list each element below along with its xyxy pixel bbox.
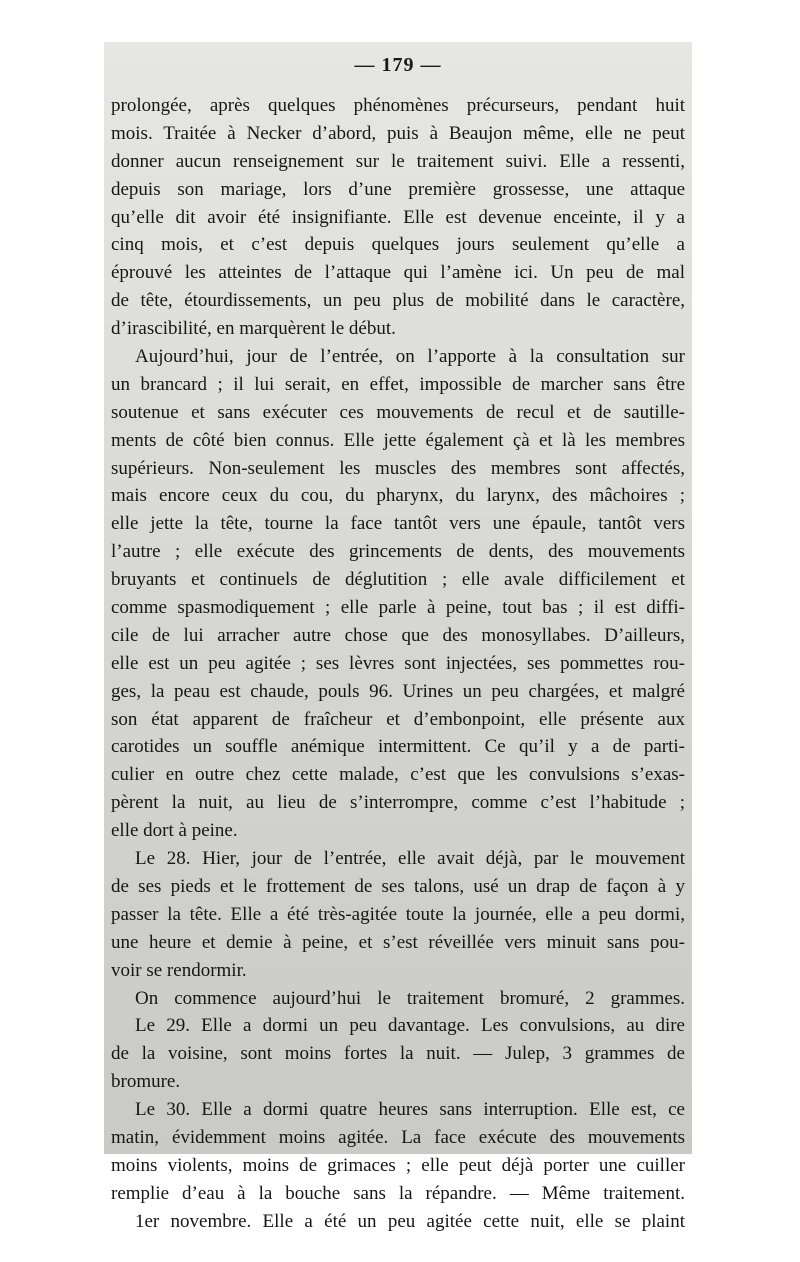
text-line: son état apparent de fraîcheur et d’embonpoint, elle présente aux	[111, 708, 685, 730]
text-line: donner aucun renseignement sur le traitement suivi. Elle a ressenti,	[111, 150, 685, 172]
text-line: depuis son mariage, lors d’une première grossesse, une attaque	[111, 178, 685, 200]
text-line: culier en outre chez cette malade, c’est que les convulsions s’exas-	[111, 764, 685, 786]
text-line: prolongée, après quelques phénomènes précurseurs, pendant huit	[111, 95, 685, 116]
text-line: voir se rendormir.	[111, 959, 247, 981]
text-line: bromure.	[111, 1071, 181, 1093]
text-line: On commence aujourd’hui le traitement bromuré, 2 grammes.	[135, 987, 685, 1009]
text-line: d’irascibilité, en marquèrent le début.	[111, 318, 396, 340]
text-line: matin, évidemment moins agitée. La face exécute des mouvements	[111, 1126, 685, 1148]
text-line: Le 30. Elle a dormi quatre heures sans interruption. Elle est, ce	[135, 1099, 685, 1121]
page-number: — 179 —	[354, 54, 442, 76]
text-line: de la voisine, sont moins fortes la nuit. — Julep, 3 grammes de	[111, 1043, 685, 1065]
text-line: Aujourd’hui, jour de l’entrée, on l’apporte à la consultation sur	[135, 346, 685, 368]
text-line: un brancard ; il lui serait, en effet, impossible de marcher sans être	[111, 373, 685, 395]
text-line: cile de lui arracher autre chose que des monosyllabes. D’ailleurs,	[111, 624, 685, 646]
text-line: Le 29. Elle a dormi un peu davantage. Les convulsions, au dire	[135, 1015, 685, 1037]
text-line: bruyants et continuels de déglutition ; elle avale difficilement et	[111, 569, 685, 591]
text-line: de ses pieds et le frottement de ses talons, usé un drap de façon à y	[111, 875, 685, 897]
text-line: moins violents, moins de grimaces ; elle peut déjà porter une cuiller	[111, 1154, 685, 1176]
text-line: mais encore ceux du cou, du pharynx, du larynx, des mâchoires ;	[111, 485, 685, 507]
body-text	[111, 92, 685, 1236]
text-line: elle est un peu agitée ; ses lèvres sont injectées, ses pommettes rou-	[111, 652, 685, 674]
text-line: Le 28. Hier, jour de l’entrée, elle avait déjà, par le mouvement	[135, 848, 685, 870]
text-line: qu’elle dit avoir été insignifiante. Elle est devenue enceinte, il y a	[111, 206, 685, 228]
text-line: éprouvé les atteintes de l’attaque qui l’amène ici. Un peu de mal	[111, 262, 685, 284]
text-line: elle dort à peine.	[111, 820, 238, 842]
text-line: l’autre ; elle exécute des grincements de dents, des mouvements	[111, 541, 685, 563]
text-line: pèrent la nuit, au lieu de s’interrompre, comme c’est l’habitude ;	[111, 792, 685, 814]
text-line: passer la tête. Elle a été très-agitée toute la journée, elle a peu dormi,	[111, 903, 685, 925]
text-line: cinq mois, et c’est depuis quelques jours seulement qu’elle a	[111, 234, 685, 256]
scanned-page	[104, 42, 692, 1232]
text-line: carotides un souffle anémique intermittent. Ce qu’il y a de parti-	[111, 736, 685, 758]
text-line: une heure et demie à peine, et s’est réveillée vers minuit sans pou-	[111, 931, 685, 953]
text-line: ments de côté bien connus. Elle jette également çà et là les membres	[111, 429, 685, 451]
text-line: supérieurs. Non-seulement les muscles des membres sont affectés,	[111, 457, 685, 479]
text-line: comme spasmodiquement ; elle parle à peine, tout bas ; il est diffi-	[111, 597, 685, 619]
text-line: ges, la peau est chaude, pouls 96. Urines un peu chargées, et malgré	[111, 680, 685, 702]
text-line: remplie d’eau à la bouche sans la répandre. — Même traitement.	[111, 1182, 685, 1204]
text-line: soutenue et sans exécuter ces mouvements de recul et de sautille-	[111, 401, 685, 423]
text-line: elle jette la tête, tourne la face tantôt vers une épaule, tantôt vers	[111, 513, 685, 535]
text-line: de tête, étourdissements, un peu plus de mobilité dans le caractère,	[111, 290, 685, 312]
text-line: 1er novembre. Elle a été un peu agitée cette nuit, elle se plaint	[135, 1210, 685, 1232]
text-line: mois. Traitée à Necker d’abord, puis à Beaujon même, elle ne peut	[111, 122, 685, 144]
